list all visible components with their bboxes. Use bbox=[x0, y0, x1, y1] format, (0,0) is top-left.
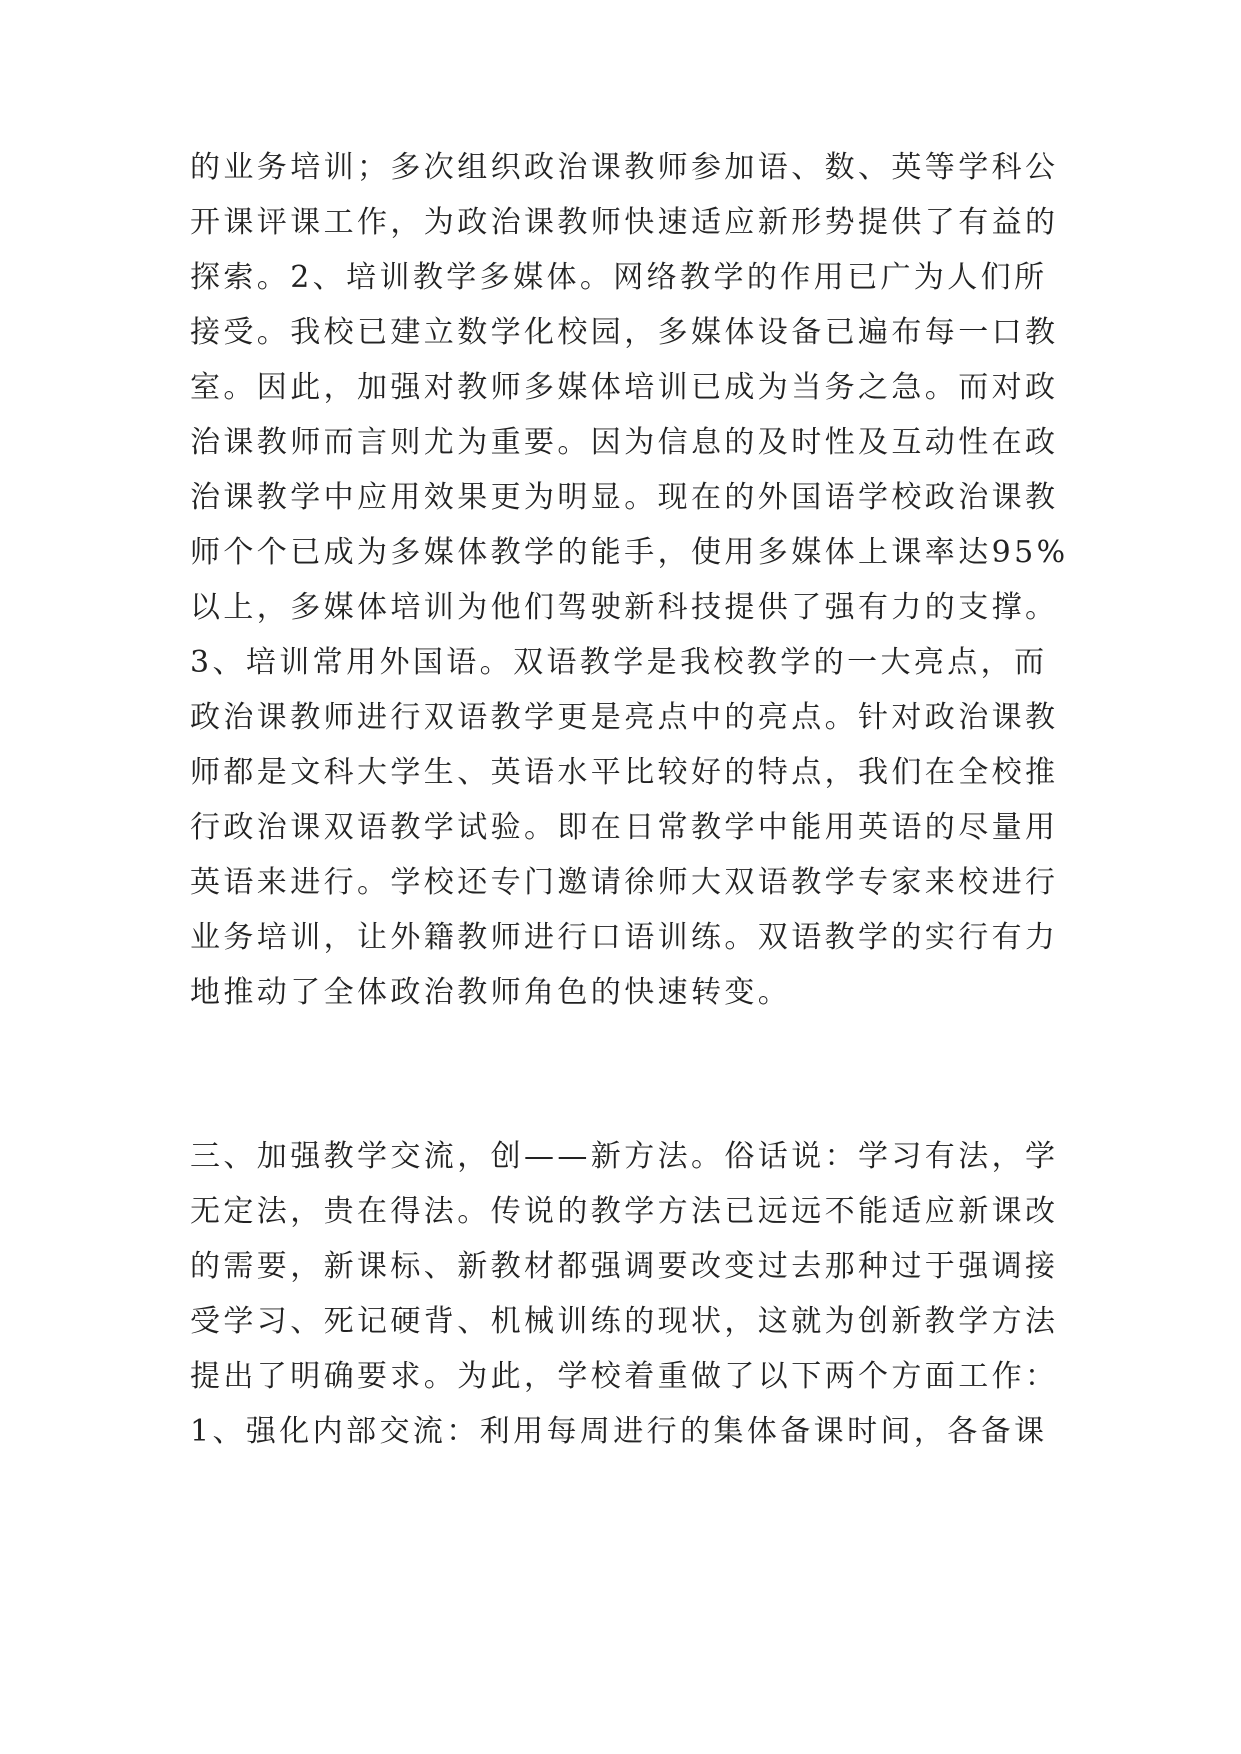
text-line: 的业务培训；多次组织政治课教师参加语、数、英等学科公 bbox=[190, 150, 1059, 185]
text-line: 探索。2、培训教学多媒体。网络教学的作用已广为人们所 bbox=[190, 260, 1048, 295]
text-line: 受学习、死记硬背、机械训练的现状，这就为创新教学方法 bbox=[190, 1304, 1059, 1339]
text-line: 无定法，贵在得法。传说的教学方法已远远不能适应新课改 bbox=[190, 1194, 1059, 1229]
text-line: 室。因此，加强对教师多媒体培训已成为当务之急。而对政 bbox=[190, 370, 1059, 405]
text-line: 开课评课工作，为政治课教师快速适应新形势提供了有益的 bbox=[190, 205, 1059, 240]
text-line: 治课教师而言则尤为重要。因为信息的及时性及互动性在政 bbox=[190, 425, 1059, 460]
text-line: 提出了明确要求。为此，学校着重做了以下两个方面工作： bbox=[190, 1359, 1059, 1394]
text-line: 师个个已成为多媒体教学的能手，使用多媒体上课率达95% bbox=[190, 535, 1069, 570]
text-line: 3、培训常用外国语。双语教学是我校教学的一大亮点，而 bbox=[190, 645, 1048, 680]
text-line: 治课教学中应用效果更为明显。现在的外国语学校政治课教 bbox=[190, 480, 1059, 515]
text-line: 政治课教师进行双语教学更是亮点中的亮点。针对政治课教 bbox=[190, 700, 1059, 735]
text-line: 地推动了全体政治教师角色的快速转变。 bbox=[190, 975, 792, 1010]
text-line: 以上，多媒体培训为他们驾驶新科技提供了强有力的支撑。 bbox=[190, 590, 1059, 625]
text-line: 英语来进行。学校还专门邀请徐师大双语教学专家来校进行 bbox=[190, 865, 1059, 900]
text-line: 行政治课双语教学试验。即在日常教学中能用英语的尽量用 bbox=[190, 810, 1059, 845]
text-line: 1、强化内部交流：利用每周进行的集体备课时间，各备课 bbox=[190, 1414, 1048, 1449]
text-line: 业务培训，让外籍教师进行口语训练。双语教学的实行有力 bbox=[190, 920, 1059, 955]
text-line: 的需要，新课标、新教材都强调要改变过去那种过于强调接 bbox=[190, 1249, 1059, 1284]
text-line: 接受。我校已建立数学化校园，多媒体设备已遍布每一口教 bbox=[190, 315, 1059, 350]
text-line: 师都是文科大学生、英语水平比较好的特点，我们在全校推 bbox=[190, 755, 1059, 790]
text-line: 三、加强教学交流，创——新方法。俗话说：学习有法，学 bbox=[190, 1139, 1059, 1174]
